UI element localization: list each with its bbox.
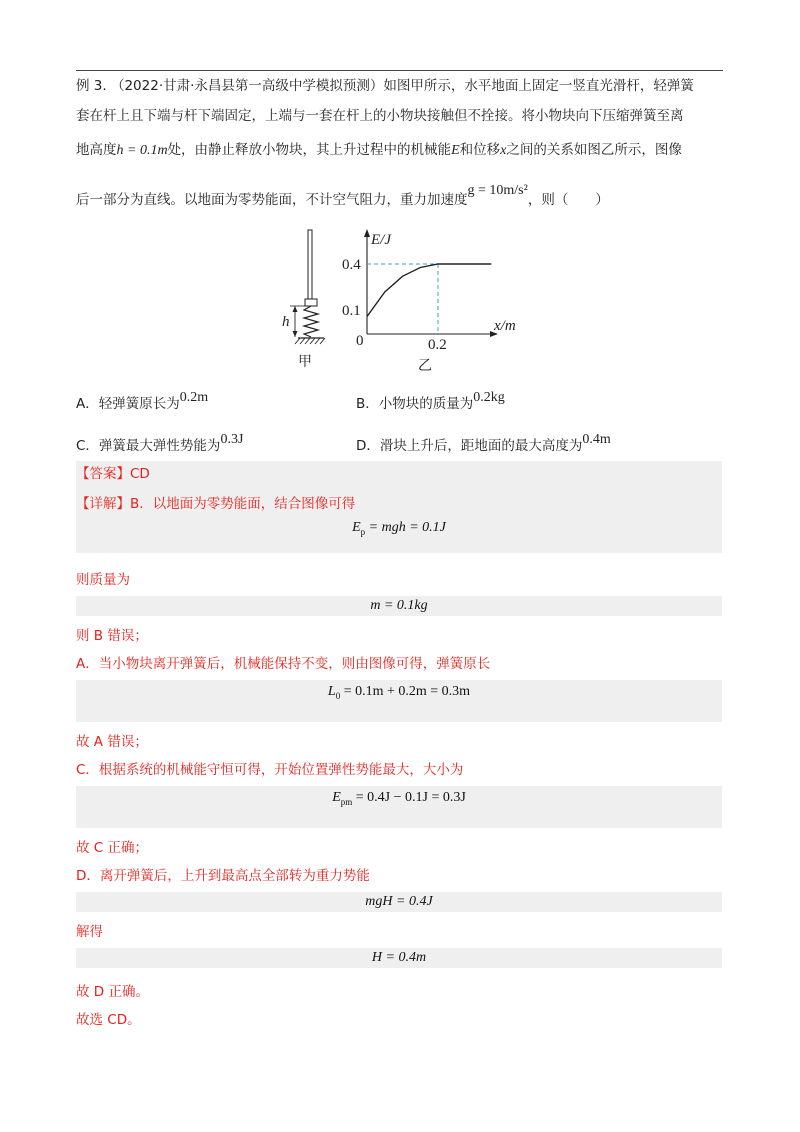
equation-max-elastic-energy: $E_{pm} = 0.4J - 0.1J = 0.3J$ xyxy=(332,790,466,807)
option-c: C．弹簧最大弹性势能为0.3J xyxy=(76,432,244,454)
solution-text-2: 则质量为 xyxy=(76,572,130,588)
top-rule xyxy=(76,70,723,71)
equation-mass: m = 0.1kg xyxy=(370,598,428,613)
question-line-1: 例 3. （2022·甘肃·永昌县第一高级中学模拟预测）如图甲所示，水平地面上固定一竖直光滑杆，轻弹簧 xyxy=(76,78,694,94)
x-tick-0-2: 0.2 xyxy=(428,337,447,353)
energy-curve xyxy=(367,264,491,317)
equation-potential-energy: $E_p$ = mgh = 0.1J xyxy=(352,520,446,537)
solution-text-6: C．根据系统的机械能守恒可得，开始位置弹性势能最大，大小为 xyxy=(76,762,464,778)
solution-text-9: 解得 xyxy=(76,924,103,940)
x-axis-label: x/m xyxy=(494,318,516,334)
question-line-3: 地高度h = 0.1m处，由静止释放小物块，其上升过程中的机械能E和位移x之间的关系如图乙所示，图像 xyxy=(76,142,682,158)
solution-text-11: 故选 CD。 xyxy=(76,1012,141,1028)
option-a: A．轻弹簧原长为0.2m xyxy=(76,390,209,412)
spring-height-label: h xyxy=(282,314,290,330)
y-axis-arrow xyxy=(364,229,370,237)
equation-original-length: $L_0 = 0.1m + 0.2m = 0.3m$ xyxy=(327,684,471,701)
detail-line: 【详解】B．以地面为零势能面，结合图像可得 xyxy=(76,496,356,512)
solution-text-3: 则 B 错误； xyxy=(76,628,148,644)
origin-label: 0 xyxy=(356,333,364,349)
physics-figure xyxy=(270,224,550,374)
answer-line: 【答案】CD xyxy=(76,466,150,482)
solution-text-10: 故 D 正确。 xyxy=(76,984,149,1000)
equation-max-height: H = 0.4m xyxy=(371,950,427,965)
solution-text-7: 故 C 正确； xyxy=(76,840,149,856)
spring-rod-diagram xyxy=(282,230,325,370)
option-b: B．小物块的质量为0.2kg xyxy=(356,390,505,412)
figure-label-jia: 甲 xyxy=(298,354,312,370)
energy-graph xyxy=(342,229,516,374)
question-line-4: 后一部分为直线。以地面为零势能面，不计空气阻力，重力加速度g = 10m/s²，则（ ） xyxy=(76,183,609,208)
question-line-2: 套在杆上且下端与杆下端固定，上端与一套在杆上的小物块接触但不拴接。将小物块向下压缩弹簧至离 xyxy=(76,108,684,124)
solution-text-4: A．当小物块离开弹簧后，机械能保持不变，则由图像可得，弹簧原长 xyxy=(76,656,491,672)
example-number: 例 3. xyxy=(76,78,107,94)
equation-gravity-energy: mgH = 0.4J xyxy=(365,894,433,909)
y-tick-0-4: 0.4 xyxy=(342,257,361,273)
figure-label-yi: 乙 xyxy=(418,358,432,374)
y-axis-label: E/J xyxy=(371,232,391,248)
solution-text-8: D．离开弹簧后，上升到最高点全部转为重力势能 xyxy=(76,868,370,884)
solution-text-5: 故 A 错误； xyxy=(76,734,148,750)
option-d: D．滑块上升后，距地面的最大高度为0.4m xyxy=(356,432,611,454)
y-tick-0-1: 0.1 xyxy=(342,303,361,319)
